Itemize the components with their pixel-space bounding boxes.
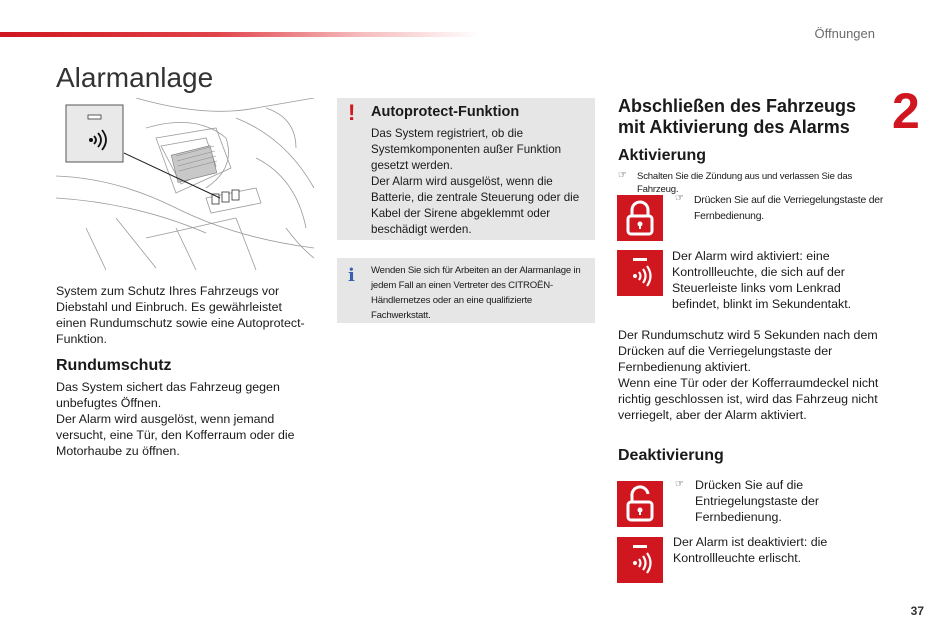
alarm-deactivated-text: Der Alarm ist deaktiviert: die Kontrollleuchte erlischt. bbox=[673, 535, 828, 565]
aktivierung-heading: Aktivierung bbox=[618, 147, 707, 164]
step-press-lock: Drücken Sie auf die Verriegelungstaste der Fernbedienung. bbox=[694, 195, 884, 222]
dashboard-illustration bbox=[56, 98, 314, 270]
warning-text: Das System registriert, ob die Systemkomponenten außer Funktion gesetzt werden. Der Alarm wird ausgelöst, wenn die Batterie, die zentrale Steuerung oder die Kabel der Sirene abgeklemmt oder beschädigt werden. bbox=[371, 127, 580, 236]
intro-text: System zum Schutz Ihres Fahrzeugs vor Diebstahl und Einbruch. Es gewährleistet einen Rundumschutz sowie eine Autoprotect-Funktion. bbox=[56, 284, 305, 346]
page-number: 37 bbox=[910, 604, 924, 618]
section-label: Öffnungen bbox=[814, 26, 875, 41]
step-pointer-icon: ☞ bbox=[618, 170, 627, 181]
rundumschutz-note: Der Rundumschutz wird 5 Sekunden nach dem Drücken auf die Verriegelungstaste der Fernbedienung aktiviert. Wenn eine Tür oder der Kofferraumdeckel nicht richtig geschlossen ist, wird das Fahrzeug nicht verriegelt, aber der Alarm aktiviert. bbox=[618, 328, 879, 422]
warning-icon: ! bbox=[348, 100, 356, 125]
step-press-unlock: Drücken Sie auf die Entriegelungstaste der Fernbedienung. bbox=[695, 478, 819, 524]
rundumschutz-heading: Rundumschutz bbox=[56, 357, 172, 374]
dashboard-drawing bbox=[56, 98, 314, 270]
led-indicator-icon bbox=[617, 537, 663, 583]
info-icon: i bbox=[348, 265, 355, 286]
info-text: Wenden Sie sich für Arbeiten an der Alarmanlage in jedem Fall an einen Vertreter des CITROËN-Händlernetzes oder an eine qualifizierte Fachwerkstatt. bbox=[371, 265, 581, 321]
step-pointer-icon: ☞ bbox=[675, 479, 684, 490]
header-accent-bar bbox=[0, 32, 480, 37]
locked-padlock-icon bbox=[617, 195, 663, 241]
led-indicator-icon bbox=[617, 250, 663, 296]
chapter-number: 2 bbox=[892, 83, 920, 139]
step-pointer-icon: ☞ bbox=[675, 193, 684, 204]
alarm-activated-text: Der Alarm wird aktiviert: eine Kontrollleuchte, die sich auf der Steuerleiste links vom Lenkrad befindet, blinkt im Sekundentakt. bbox=[672, 249, 852, 311]
page-title: Alarmanlage bbox=[56, 62, 214, 93]
warning-title: Autoprotect-Funktion bbox=[371, 104, 520, 120]
deaktivierung-heading: Deaktivierung bbox=[618, 447, 724, 464]
step-ignition-off: Schalten Sie die Zündung aus und verlassen Sie das Fahrzeug. bbox=[637, 171, 853, 195]
lock-alarm-heading: Abschließen des Fahrzeugs mit Aktivierung des Alarms bbox=[618, 96, 857, 137]
rundumschutz-text: Das System sichert das Fahrzeug gegen unbefugtes Öffnen. Der Alarm wird ausgelöst, wenn jemand versucht, eine Tür, den Kofferraum oder die Motorhaube zu öffnen. bbox=[56, 380, 295, 458]
unlocked-padlock-icon bbox=[617, 481, 663, 527]
